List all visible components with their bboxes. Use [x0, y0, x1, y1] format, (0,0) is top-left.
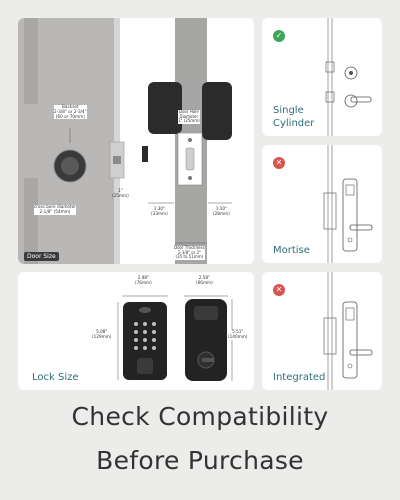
- option-card-mortise: [262, 145, 382, 263]
- door-size-panel: [18, 18, 254, 264]
- door-hole-text: Door Hole Diameter 1" (25mm): [178, 109, 200, 124]
- back-height-text: 5.51" (140mm): [228, 329, 248, 339]
- backset-text: Backset 2-3/8" or 2-3/4" (60 or 70mm): [54, 104, 87, 119]
- cross-icon: ✕: [273, 157, 285, 169]
- option-card-single-cylinder: [262, 18, 382, 136]
- door-diagram: [18, 18, 254, 264]
- lock-size-panel: [18, 272, 254, 390]
- latch-width-text: 1" (25mm): [112, 188, 129, 198]
- front-height-text: 5.08" (129mm): [92, 329, 112, 339]
- option-label-integrated: Integrated: [273, 372, 326, 383]
- headline-line-2: Before Purchase: [96, 446, 304, 475]
- headline-line-1: Check Compatibility: [71, 402, 329, 431]
- cross-icon: ✕: [273, 284, 285, 296]
- option-label-single-cylinder: Single Cylinder: [273, 105, 315, 129]
- back-width-text: 2.58" (66mm): [196, 275, 213, 285]
- option-label-mortise: Mortise: [273, 245, 310, 256]
- left-width-text: 1.30" (33mm): [151, 206, 168, 216]
- check-icon: ✓: [273, 30, 285, 42]
- door-thickness-text: Door Thickness 1-3/8" or 2" (35 to 51mm): [174, 245, 205, 260]
- front-width-text: 2.98" (76mm): [135, 275, 152, 285]
- lock-size-label: Lock Size: [32, 372, 79, 383]
- right-width-text: 1.10" (28mm): [213, 206, 230, 216]
- cross-bore-text: cross bore diameter 2-1/8" (54mm): [34, 204, 76, 214]
- door-size-label: Door Size: [24, 252, 59, 261]
- option-card-integrated: [262, 272, 382, 390]
